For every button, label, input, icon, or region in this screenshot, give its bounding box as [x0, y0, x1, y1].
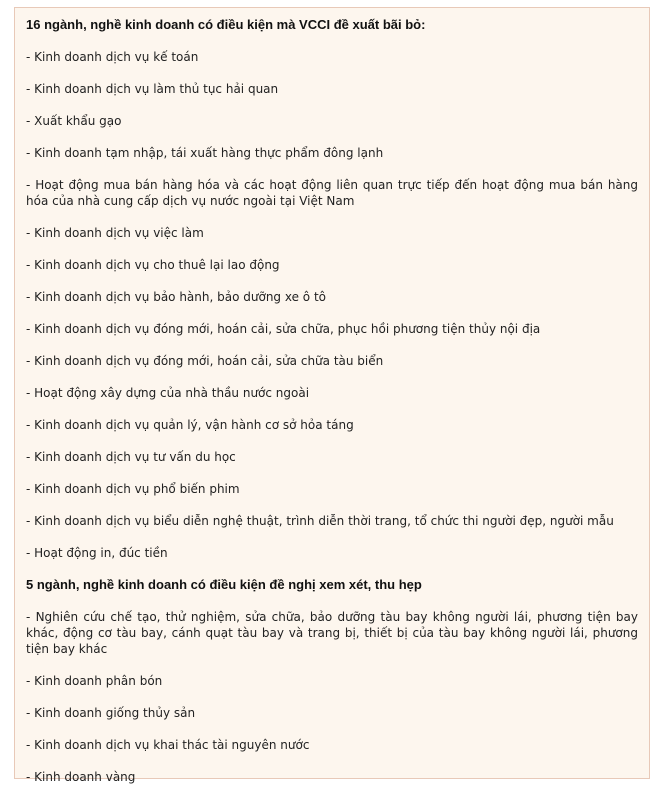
list-item: - Kinh doanh vàng: [26, 770, 136, 784]
list-item: - Kinh doanh dịch vụ phổ biến phim: [26, 482, 240, 496]
list-item: - Xuất khẩu gạo: [26, 114, 122, 128]
article-content-box: [14, 7, 650, 784]
list-item: - Hoạt động in, đúc tiền: [26, 546, 168, 560]
list-item: - Kinh doanh dịch vụ khai thác tài nguyên nước: [26, 738, 310, 752]
list-item: - Nghiên cứu chế tạo, thử nghiệm, sửa chữa, bảo dưỡng tàu bay không người lái, phương tiện bay khác, động cơ tàu bay, cánh quạt tàu bay và trang bị, thiết bị của tàu bay không người lái, phương tiện bay khác: [26, 610, 638, 656]
list-item: - Kinh doanh phân bón: [26, 674, 163, 688]
list-item: - Kinh doanh dịch vụ tư vấn du học: [26, 450, 236, 464]
list-item: - Hoạt động xây dựng của nhà thầu nước ngoài: [26, 386, 310, 400]
list-item: - Kinh doanh dịch vụ cho thuê lại lao động: [26, 258, 280, 272]
list-item: - Kinh doanh dịch vụ việc làm: [26, 226, 204, 240]
section-heading-narrow: 5 ngành, nghề kinh doanh có điều kiện đề nghị xem xét, thu hẹp: [26, 577, 422, 592]
list-item: - Kinh doanh dịch vụ đóng mới, hoán cải, sửa chữa tàu biển: [26, 354, 384, 368]
list-item: - Hoạt động mua bán hàng hóa và các hoạt động liên quan trực tiếp đến hoạt động mua bán hàng hóa của nhà cung cấp dịch vụ nước ngoài tại Việt Nam: [26, 178, 638, 208]
section-heading-abolish: 16 ngành, nghề kinh doanh có điều kiện mà VCCI đề xuất bãi bỏ:: [26, 17, 426, 32]
list-item: - Kinh doanh dịch vụ làm thủ tục hải quan: [26, 82, 279, 96]
list-item: - Kinh doanh tạm nhập, tái xuất hàng thực phẩm đông lạnh: [26, 146, 384, 160]
list-item: - Kinh doanh giống thủy sản: [26, 706, 196, 720]
list-item: - Kinh doanh dịch vụ biểu diễn nghệ thuật, trình diễn thời trang, tổ chức thi người đẹp, người mẫu: [26, 514, 614, 528]
list-item: - Kinh doanh dịch vụ kế toán: [26, 50, 199, 64]
list-item: - Kinh doanh dịch vụ quản lý, vận hành cơ sở hỏa táng: [26, 418, 354, 432]
list-item: - Kinh doanh dịch vụ bảo hành, bảo dưỡng xe ô tô: [26, 290, 326, 304]
list-item: - Kinh doanh dịch vụ đóng mới, hoán cải, sửa chữa, phục hồi phương tiện thủy nội địa: [26, 322, 541, 336]
